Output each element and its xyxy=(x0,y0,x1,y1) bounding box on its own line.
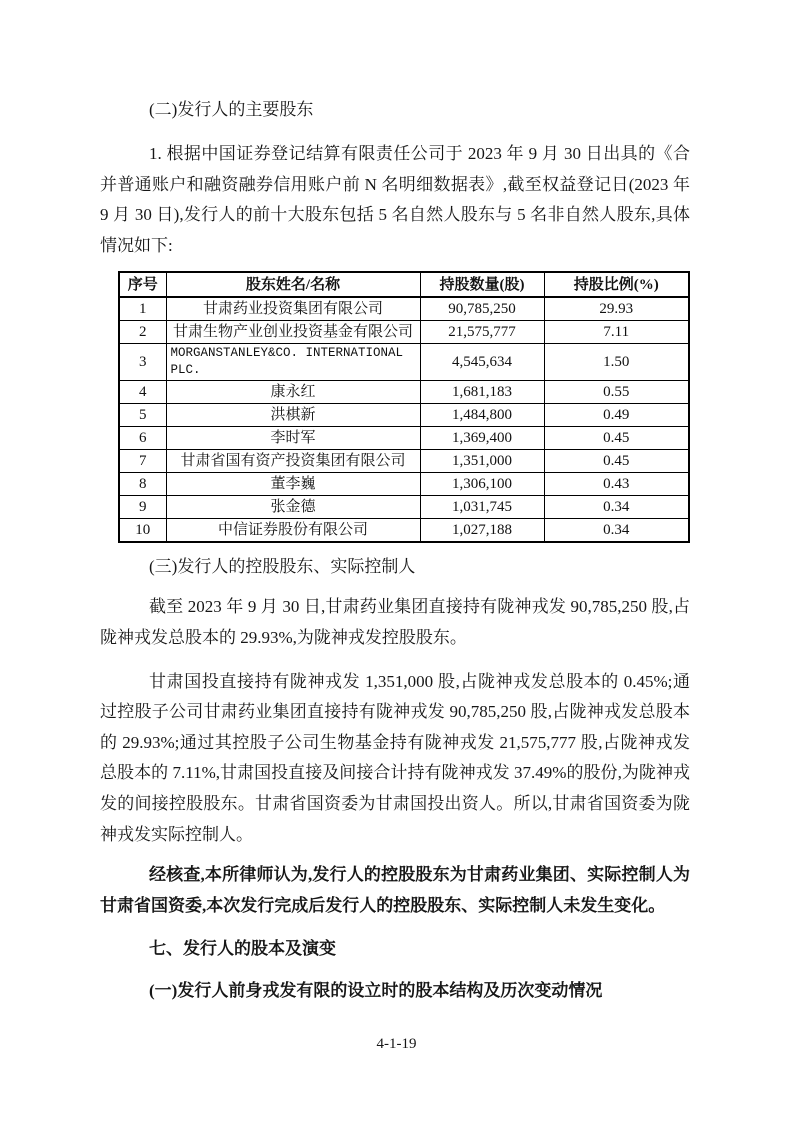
cell-rank: 9 xyxy=(119,496,166,519)
cell-shares: 1,484,800 xyxy=(420,404,544,427)
cell-rank: 2 xyxy=(119,321,166,344)
cell-ratio: 0.45 xyxy=(544,450,689,473)
cell-shareholder-name: 董李巍 xyxy=(166,473,420,496)
paragraph-actual-controller: 甘肃国投直接持有陇神戎发 1,351,000 股,占陇神戎发总股本的 0.45%;通过控股子公司甘肃药业集团直接持有陇神戎发 90,785,250 股,占陇神戎发总股本的 29.93%;通过其控股子公司生物基金持有陇神戎发 21,575,777 股,占陇神戎发总股本的 7.11%,甘肃国投直接及间接合计持有陇神戎发 37.49%的股份,为陇神戎发的间接控股股东。甘肃省国资委为甘肃国投出资人。所以,甘肃省国资委为陇神戎发实际控制人。 xyxy=(100,671,690,844)
cell-shareholder-name: 甘肃省国有资产投资集团有限公司 xyxy=(166,450,420,473)
cell-shareholder-name: 张金德 xyxy=(166,496,420,519)
table-row xyxy=(119,344,689,381)
cell-ratio: 1.50 xyxy=(544,344,689,381)
cell-shares: 1,027,188 xyxy=(420,519,544,543)
section-heading-main-shareholders: (二)发行人的主要股东 xyxy=(149,100,314,119)
table-row xyxy=(119,496,689,519)
section-heading-controlling-shareholder: (三)发行人的控股股东、实际控制人 xyxy=(149,557,416,577)
cell-shares: 4,545,634 xyxy=(420,344,544,381)
cell-shares: 21,575,777 xyxy=(420,321,544,344)
cell-ratio: 7.11 xyxy=(544,321,689,344)
cell-rank: 4 xyxy=(119,381,166,404)
header-rank: 序号 xyxy=(119,272,166,297)
paragraph-lawyer-opinion: 经核查,本所律师认为,发行人的控股股东为甘肃药业集团、实际控制人为甘肃省国资委,本次发行完成后发行人的控股股东、实际控制人未发生变化。 xyxy=(100,865,690,915)
cell-ratio: 0.43 xyxy=(544,473,689,496)
cell-rank: 8 xyxy=(119,473,166,496)
cell-rank: 6 xyxy=(119,427,166,450)
cell-rank: 7 xyxy=(119,450,166,473)
table-row xyxy=(119,404,689,427)
cell-rank: 10 xyxy=(119,519,166,543)
cell-shares: 1,369,400 xyxy=(420,427,544,450)
table-header-row xyxy=(119,272,689,297)
cell-shareholder-name: 甘肃生物产业创业投资基金有限公司 xyxy=(166,321,420,344)
shareholders-table xyxy=(118,271,690,543)
cell-shareholder-name: 中信证券股份有限公司 xyxy=(166,519,420,543)
cell-shares: 1,306,100 xyxy=(420,473,544,496)
cell-ratio: 0.34 xyxy=(544,519,689,543)
cell-shares: 90,785,250 xyxy=(420,297,544,321)
table-row xyxy=(119,297,689,321)
cell-shares: 1,031,745 xyxy=(420,496,544,519)
paragraph-intro-top10-shareholders: 1. 根据中国证券登记结算有限责任公司于 2023 年 9 月 30 日出具的《合并普通账户和融资融券信用账户前 N 名明细数据表》,截至权益登记日(2023 年 9 月 30 日),发行人的前十大股东包括 5 名自然人股东与 5 名非自然人股东,具体情况如下: xyxy=(100,144,690,255)
cell-ratio: 0.55 xyxy=(544,381,689,404)
cell-ratio: 0.34 xyxy=(544,496,689,519)
table-row xyxy=(119,519,689,543)
cell-ratio: 29.93 xyxy=(544,297,689,321)
table-row xyxy=(119,473,689,496)
cell-shares: 1,681,183 xyxy=(420,381,544,404)
header-shares-held: 持股数量(股) xyxy=(420,272,544,297)
cell-shareholder-name: MORGANSTANLEY&CO. INTERNATIONAL PLC. xyxy=(166,344,420,381)
cell-ratio: 0.49 xyxy=(544,404,689,427)
table-row xyxy=(119,450,689,473)
cell-shareholder-name: 洪棋新 xyxy=(166,404,420,427)
table-row xyxy=(119,427,689,450)
cell-ratio: 0.45 xyxy=(544,427,689,450)
page-number: 4-1-19 xyxy=(376,1036,417,1052)
header-shareholder-name: 股东姓名/名称 xyxy=(166,272,420,297)
cell-shareholder-name: 甘肃药业投资集团有限公司 xyxy=(166,297,420,321)
table-row xyxy=(119,321,689,344)
cell-rank: 1 xyxy=(119,297,166,321)
section-heading-share-capital-evolution: 七、发行人的股本及演变 xyxy=(149,939,336,959)
cell-shareholder-name: 康永红 xyxy=(166,381,420,404)
cell-shareholder-name: 李时军 xyxy=(166,427,420,450)
cell-shares: 1,351,000 xyxy=(420,450,544,473)
paragraph-controlling-shareholder: 截至 2023 年 9 月 30 日,甘肃药业集团直接持有陇神戎发 90,785,250 股,占陇神戎发总股本的 29.93%,为陇神戎发控股股东。 xyxy=(100,597,690,647)
cell-rank: 3 xyxy=(119,344,166,381)
section-heading-predecessor-share-structure: (一)发行人前身戎发有限的设立时的股本结构及历次变动情况 xyxy=(149,981,603,1001)
cell-rank: 5 xyxy=(119,404,166,427)
table-row xyxy=(119,381,689,404)
header-shareholding-ratio: 持股比例(%) xyxy=(544,272,689,297)
